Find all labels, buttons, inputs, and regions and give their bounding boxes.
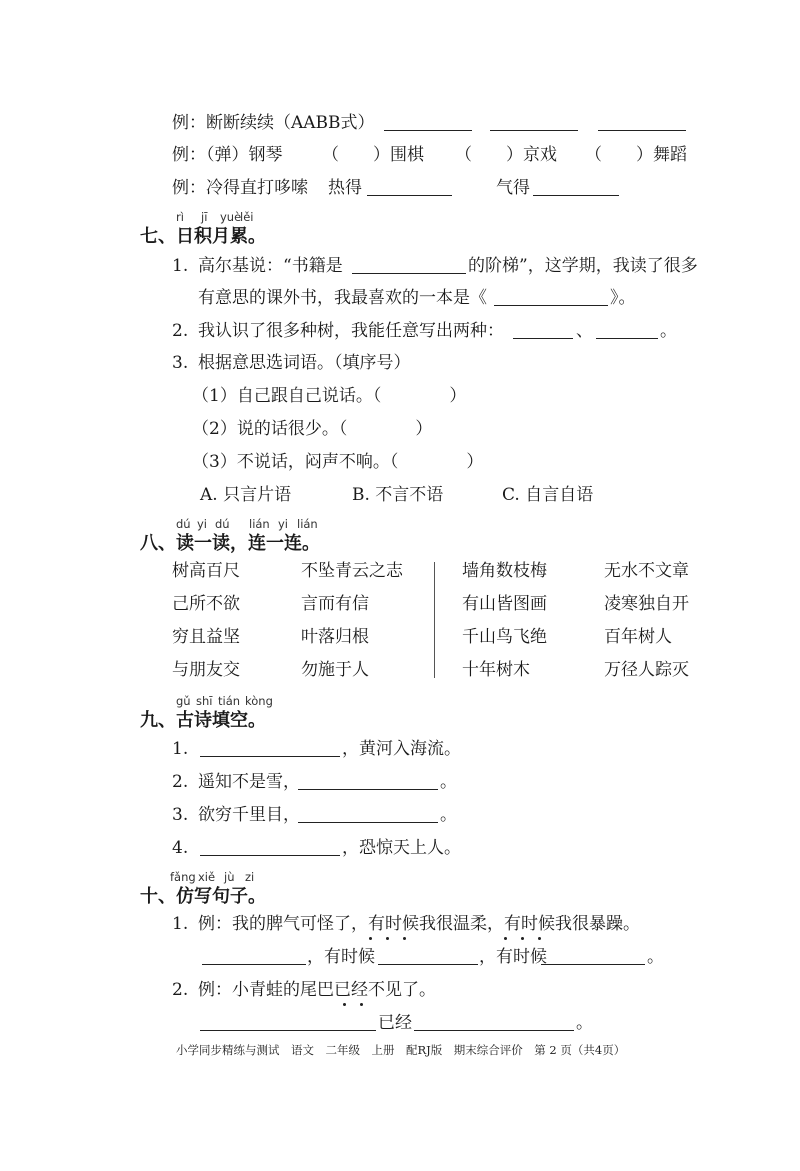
s8-left-match[interactable]: 勿施于人 (301, 660, 369, 680)
s8-left-match[interactable]: 叶落归根 (301, 627, 369, 647)
s7-pinyin-ri: rì (176, 210, 184, 224)
s9-q3-blank[interactable] (298, 804, 438, 823)
emphasis-dot (360, 1003, 363, 1006)
s9-pinyin-kong: kòng (245, 694, 273, 708)
s10-q1-blank-3[interactable] (541, 946, 645, 965)
s9-q4-blank[interactable] (200, 837, 340, 856)
emphasis-dot (504, 937, 507, 940)
s7-q1-text-b: 的阶梯”，这学期，我读了很多 (468, 256, 698, 276)
s7-q3-item3[interactable]: （3）不说话，闷声不响。（ ） (192, 452, 484, 472)
s10-title: 十、仿写句子。 (140, 886, 266, 907)
s9-q2-text: 遥知不是雪， (198, 772, 300, 792)
s7-q1-num: 1. (172, 256, 189, 276)
s10-q1-blank-1[interactable] (202, 946, 306, 965)
s8-pinyin-yi1: yi (197, 517, 208, 531)
s9-pinyin-tian: tián (218, 694, 241, 708)
s9-q2-end: 。 (440, 772, 457, 792)
s6-rede-label: 热得 (328, 178, 362, 198)
s10-q2-num: 2. (172, 980, 189, 1000)
s7-q1-blank-2[interactable] (494, 287, 608, 306)
s7-q3-item1[interactable]: （1）自己跟自己说话。（ ） (192, 386, 467, 406)
emphasis-dot (369, 937, 372, 940)
s7-option-b: B. 不言不语 (352, 485, 444, 505)
s9-q4-num: 4. (172, 838, 189, 858)
s7-title: 七、日积月累。 (140, 226, 266, 247)
s9-title: 九、古诗填空。 (140, 710, 266, 731)
s7-pinyin-yue: yuè (220, 210, 242, 224)
s7-option-c: C. 自言自语 (502, 485, 594, 505)
s8-right-item[interactable]: 墙角数枝梅 (462, 561, 547, 581)
s10-q2-text-b: 已经 (378, 1013, 412, 1033)
s6-blank-3[interactable] (598, 112, 686, 131)
emphasis-dot (521, 937, 524, 940)
s8-left-item[interactable]: 穷且益坚 (172, 627, 240, 647)
s10-q2-blank-1[interactable] (200, 1012, 376, 1031)
s9-q4-text: ，恐惊天上人。 (342, 838, 461, 858)
s6-blank-2[interactable] (490, 112, 578, 131)
s10-pinyin-fang: fǎng (170, 870, 196, 884)
s8-pinyin-du1: dú (176, 517, 191, 531)
s10-q1-text-c: ，有时候 (479, 947, 547, 967)
page-footer: 小学同步精练与测试 语文 二年级 上册 配RJ版 期末综合评价 第 2 页（共4页） (176, 1043, 626, 1057)
s9-q1-text: ，黄河入海流。 (342, 739, 461, 759)
s8-right-match[interactable]: 百年树人 (604, 627, 672, 647)
s7-q2-text: 我认识了很多种树，我能任意写出两种： (198, 321, 504, 341)
s8-right-item[interactable]: 十年树木 (462, 660, 530, 680)
s8-left-item[interactable]: 与朋友交 (172, 660, 240, 680)
s8-right-match[interactable]: 万径人踪灭 (604, 660, 689, 680)
s7-q1-blank-1[interactable] (352, 255, 466, 274)
s8-left-item[interactable]: 己所不欲 (172, 594, 240, 614)
s9-q2-num: 2. (172, 772, 189, 792)
s10-q1-blank-2[interactable] (378, 946, 478, 965)
s6-qide-label: 气得 (496, 178, 530, 198)
s8-left-match[interactable]: 言而有信 (301, 594, 369, 614)
s9-pinyin-gu: gǔ (176, 694, 191, 708)
s7-q3-num: 3. (172, 353, 189, 373)
s6-bracket-weiqi[interactable]: （ ）围棋 (322, 145, 424, 165)
s9-pinyin-shi: shī (196, 694, 213, 708)
emphasis-dot (403, 937, 406, 940)
s9-q3-end: 。 (440, 805, 457, 825)
s8-right-match[interactable]: 无水不文章 (604, 561, 689, 581)
emphasis-dot (386, 937, 389, 940)
s8-left-match[interactable]: 不坠青云之志 (301, 561, 403, 581)
s6-example3: 例：冷得直打哆嗦 (172, 178, 308, 198)
s7-q2-sep: 、 (576, 321, 593, 341)
s9-q3-text: 欲穷千里目， (198, 805, 300, 825)
s10-q2-end: 。 (576, 1013, 593, 1033)
s8-right-match[interactable]: 凌寒独自开 (604, 594, 689, 614)
s9-q2-blank[interactable] (298, 771, 438, 790)
s7-pinyin-lei: lěi (240, 210, 254, 224)
s10-q2-example: 例：小青蛙的尾巴已经不见了。 (198, 980, 436, 1000)
s10-q1-example: 例：我的脾气可怪了，有时候我很温柔，有时候我很暴躁。 (198, 914, 640, 934)
s8-pinyin-du2: dú (215, 517, 230, 531)
s8-right-item[interactable]: 有山皆图画 (462, 594, 547, 614)
s10-pinyin-xie: xiě (198, 870, 216, 884)
s9-q3-num: 3. (172, 805, 189, 825)
s10-q2-blank-2[interactable] (414, 1012, 574, 1031)
s6-example2: 例：（弹）钢琴 (172, 145, 283, 165)
s7-q3-text: 根据意思选词语。（填序号） (198, 353, 411, 373)
s7-q2-num: 2. (172, 321, 189, 341)
s9-q1-blank[interactable] (200, 738, 340, 757)
s8-left-item[interactable]: 树高百尺 (172, 561, 240, 581)
s7-q2-blank-2[interactable] (596, 320, 658, 339)
s7-q1-text-a: 高尔基说：“书籍是 (198, 256, 343, 276)
s10-pinyin-ju: jù (224, 870, 235, 884)
s8-pinyin-lian1: lián (249, 517, 270, 531)
s10-q1-end: 。 (647, 947, 664, 967)
s6-bracket-wudao[interactable]: （ ）舞蹈 (585, 145, 687, 165)
s7-q2-blank-1[interactable] (513, 320, 573, 339)
s8-pinyin-lian2: lián (297, 517, 318, 531)
s8-divider (434, 562, 435, 678)
s6-blank-qide[interactable] (533, 177, 619, 196)
s9-q1-num: 1. (172, 739, 189, 759)
s7-pinyin-ji: jī (201, 210, 208, 224)
s10-pinyin-zi: zi (245, 870, 255, 884)
s6-bracket-jingxi[interactable]: （ ）京戏 (455, 145, 557, 165)
s6-example1 (172, 112, 375, 134)
s7-q3-item2[interactable]: （2）说的话很少。（ ） (192, 419, 433, 439)
s6-blank-rede[interactable] (367, 177, 452, 196)
s8-pinyin-yi2: yi (278, 517, 289, 531)
s7-option-a: A. 只言片语 (200, 485, 292, 505)
s6-blank-1[interactable] (384, 112, 472, 131)
s7-q1-text-c: 有意思的课外书，我最喜欢的一本是《 (198, 288, 487, 308)
s10-q1-num: 1. (172, 914, 189, 934)
s8-right-item[interactable]: 千山鸟飞绝 (462, 627, 547, 647)
s8-title: 八、读一读，连一连。 (140, 533, 320, 554)
s7-q1-text-d: 》。 (610, 288, 636, 308)
s7-q2-end: 。 (660, 321, 677, 341)
emphasis-dot (343, 1003, 346, 1006)
emphasis-dot (538, 937, 541, 940)
s10-q1-text-b: ，有时候 (307, 947, 375, 967)
s6-example1-text: 例：断断续续（AABB式） (172, 113, 375, 133)
